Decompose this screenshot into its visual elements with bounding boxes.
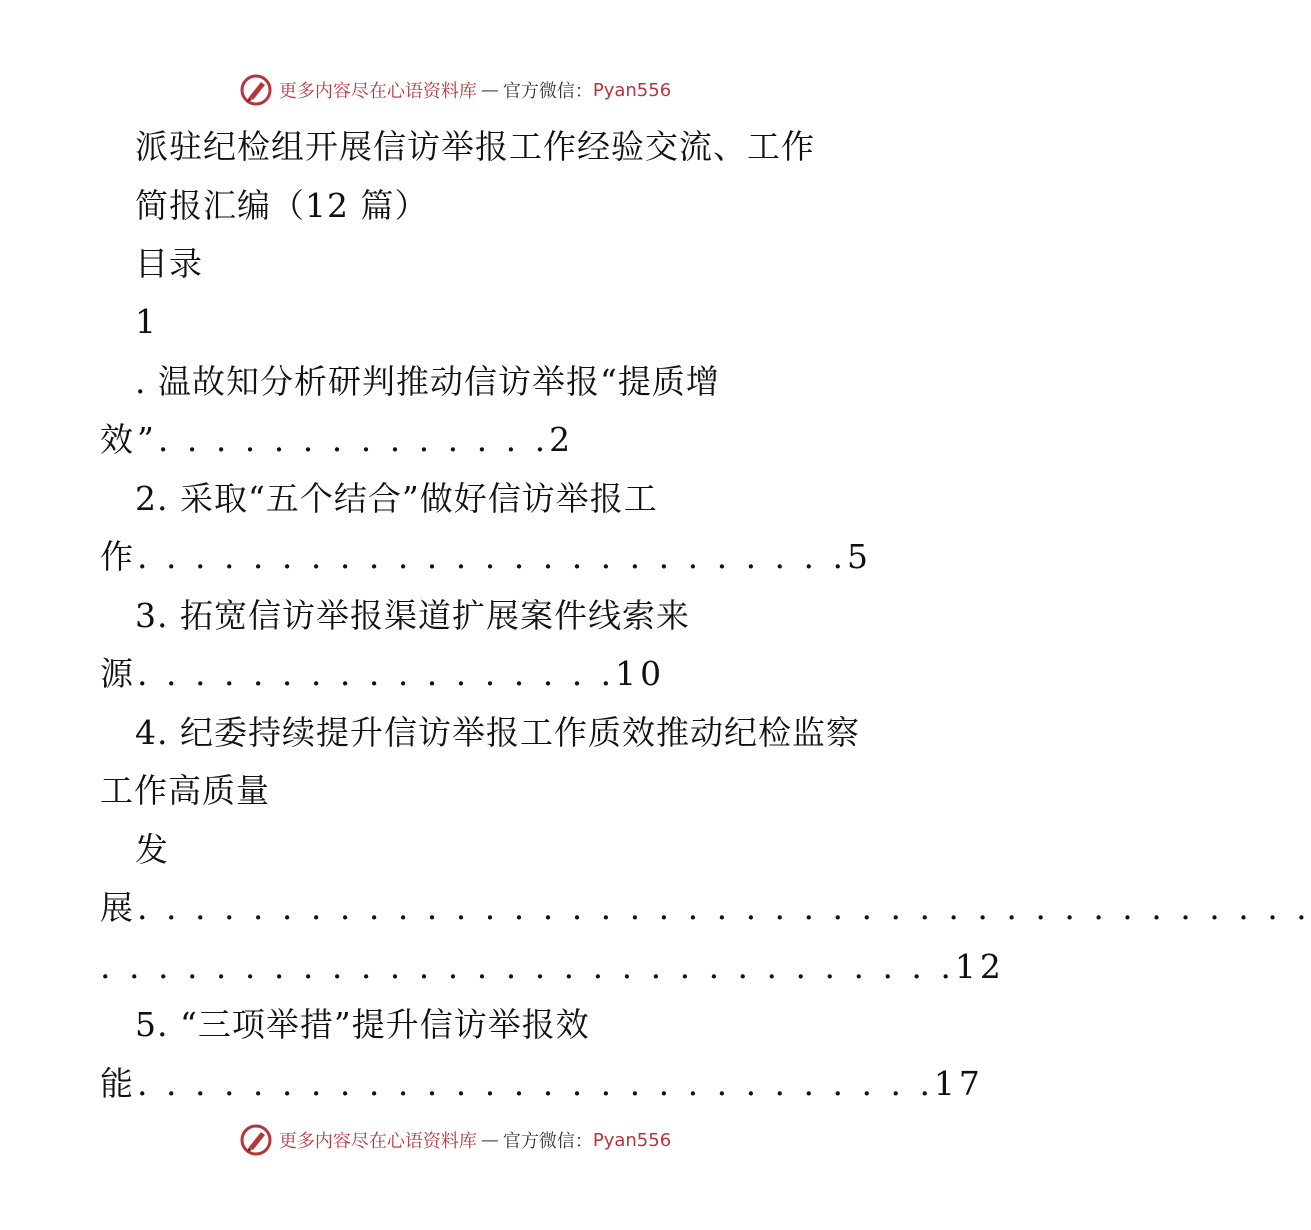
watermark-separator: — [480, 1129, 499, 1151]
toc-entry-4-title-cont: 工作高质量 [100, 771, 270, 810]
watermark-banner-top [0, 68, 950, 112]
document-title-line-2: 简报汇编（12 篇） [135, 186, 429, 225]
watermark-wechat-id: Pyan556 [592, 1129, 672, 1151]
watermark-text: 更多内容尽在心语资料库 [278, 1131, 477, 1152]
watermark-wechat-label: 官方微信： [502, 1131, 593, 1152]
document-title-line-1: 派驻纪检组开展信访举报工作经验交流、工作 [135, 127, 815, 166]
watermark-text: 更多内容尽在心语资料库 [278, 81, 477, 102]
toc-entry-5-title: 5. “三项举措”提升信访举报效 [135, 1005, 590, 1044]
watermark-banner-bottom [0, 1118, 950, 1162]
watermark-wechat-label: 官方微信： [502, 81, 593, 102]
toc-entry-3-title: 3. 拓宽信访举报渠道扩展案件线索来 [135, 596, 690, 635]
toc-entry-2-page: 作. . . . . . . . . . . . . . . . . . . . . . . . .5 [100, 537, 872, 576]
pen-logo-icon [239, 1123, 273, 1157]
toc-entry-4-title-cont: 发 [135, 830, 169, 869]
toc-entry-4-title: 4. 纪委持续提升信访举报工作质效推动纪检监察 [135, 713, 860, 752]
toc-entry-5-page: 能. . . . . . . . . . . . . . . . . . . . . . . . . . . .17 [100, 1064, 984, 1103]
toc-entry-4-page: . . . . . . . . . . . . . . . . . . . . . . . . . . . . . .12 [100, 947, 1005, 986]
toc-entry-4-leader: 展. . . . . . . . . . . . . . . . . . . . . . . . . . . . . . . . . . . . . . . . . [100, 888, 1311, 927]
toc-entry-1-title: . 温故知分析研判推动信访举报“提质增 [135, 362, 720, 401]
toc-heading: 目录 [135, 244, 203, 283]
pen-logo-icon [239, 73, 273, 107]
toc-entry-1-page: 效”. . . . . . . . . . . . . .2 [100, 420, 575, 459]
toc-entry-2-title: 2. 采取“五个结合”做好信访举报工 [135, 479, 658, 518]
toc-entry-3-page: 源. . . . . . . . . . . . . . . . .10 [100, 654, 666, 693]
toc-line: 1 [135, 302, 157, 341]
watermark-separator: — [480, 79, 499, 101]
watermark-wechat-id: Pyan556 [592, 79, 672, 101]
